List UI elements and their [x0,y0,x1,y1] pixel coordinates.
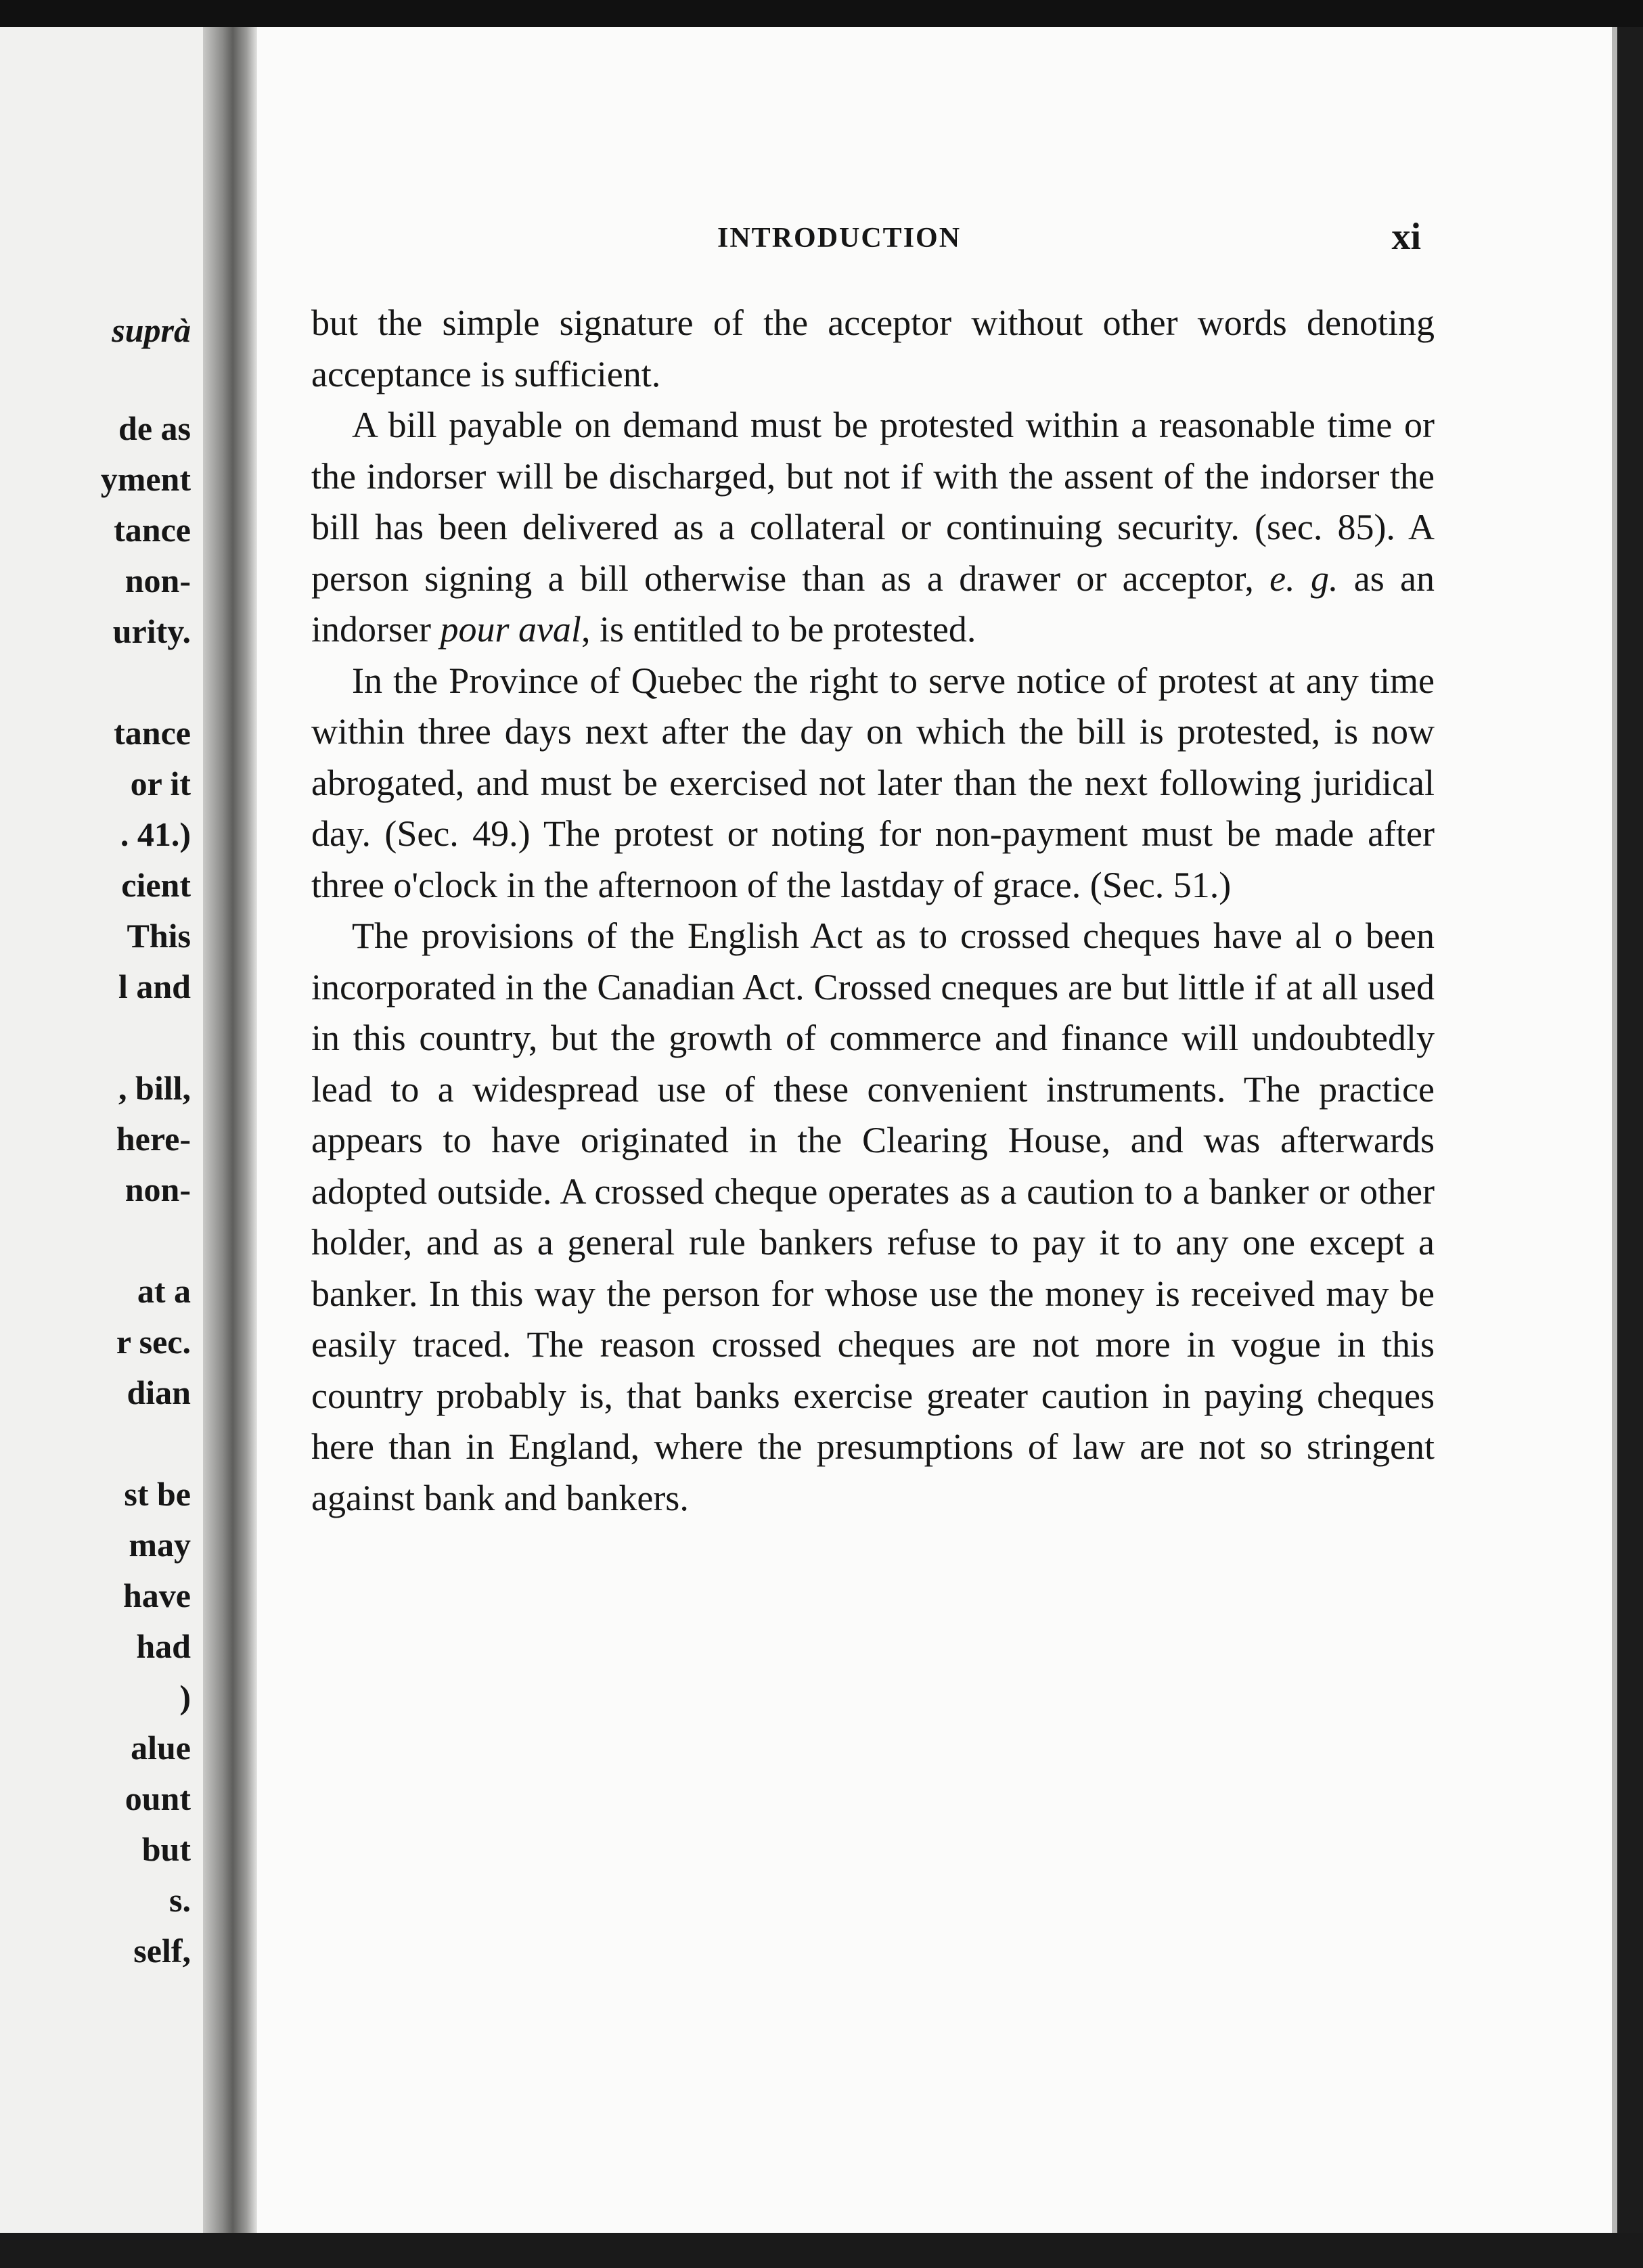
prev-line: ount [125,1779,191,1817]
scan-border-right [1617,27,1643,2233]
prev-line: non- [125,1171,191,1208]
prev-line: non- [125,562,191,599]
prev-line: st be [124,1475,191,1513]
paragraph: In the Province of Quebec the right to serve notice of protest at any time within three days next after the day on which the bill is protested, is now abrogated, and must be exercised not later than the next following juridical day. (Sec. 49.) The protest or noting for non-payment must be made after three o'clock in the afternoon of the lastday of grace. (Sec. 51.) [311,660,1435,905]
prev-line: ) [179,1678,191,1716]
book-gutter-shadow [203,27,257,2233]
prev-line: alue [131,1729,191,1767]
prev-line: . 41.) [120,815,191,853]
prev-line: dian [127,1374,191,1411]
body-text [311,298,1435,1524]
prev-line: suprà [112,311,191,349]
prev-line: self, [133,1932,191,1970]
paragraph-text: , is entitled to be protested. [581,609,976,650]
prev-line: de as [118,409,191,447]
scan-border-top [0,0,1643,27]
prev-line: r sec. [116,1323,191,1361]
prev-line: urity. [112,612,191,650]
prev-line: here- [116,1120,191,1158]
prev-line: cient [121,866,191,904]
prev-line: have [123,1577,191,1614]
paragraph-text: A bill payable on demand must be protested within a reasonable time or the indorser will be discharged, but not if with the assent of the indorser the bill has been delivered as a collateral or continuing security. (sec. 85). A person signing a bill otherwise than as a drawer or acceptor, [311,405,1435,599]
paragraph [311,400,1435,656]
italic-text: pour aval [440,609,581,650]
paragraph: The provisions of the English Act as to crossed cheques have al o been incorporated in the Canadian Act. Crossed cneques are but little if at all used in this country, but the growth of commerce and finance will undoubtedly lead to a widespread use of these convenient instruments. The practice appears to have originated in the Clearing House, and was afterwards adopted outside. A crossed cheque operates as a caution to a banker or other holder, and as a general rule bankers refuse to pay it to any one except a banker. In this way the person for whose use the money is received may be easily traced. The reason crossed cheques are not more in vogue in this country probably is, that banks exercise greater caution in paying cheques here than in England, where the presumptions of law are not so stringent against bank and bankers. [311,915,1435,1518]
prev-line: tance [114,714,191,752]
prev-line: , bill, [118,1069,191,1107]
previous-page-edge [0,27,203,2233]
prev-line: This [127,917,191,955]
prev-line: had [136,1627,191,1665]
prev-line: tance [114,511,191,549]
prev-line: may [129,1526,191,1564]
prev-line: s. [169,1881,191,1919]
paragraph-text: as an indorser [311,558,1435,650]
paragraph: but the simple signature of the acceptor without other words denoting acceptance is sufficient. [311,302,1435,394]
prev-line: but [141,1830,191,1868]
prev-line: yment [100,460,191,498]
italic-text: e. g. [1269,558,1338,599]
prev-line: or it [130,765,191,802]
prev-line: at a [137,1272,191,1310]
prev-line: l and [118,968,191,1005]
running-title: INTRODUCTION [717,223,962,254]
page-header [311,203,1421,257]
scan-border-bottom [0,2233,1643,2268]
page-number: xi [1391,216,1421,258]
